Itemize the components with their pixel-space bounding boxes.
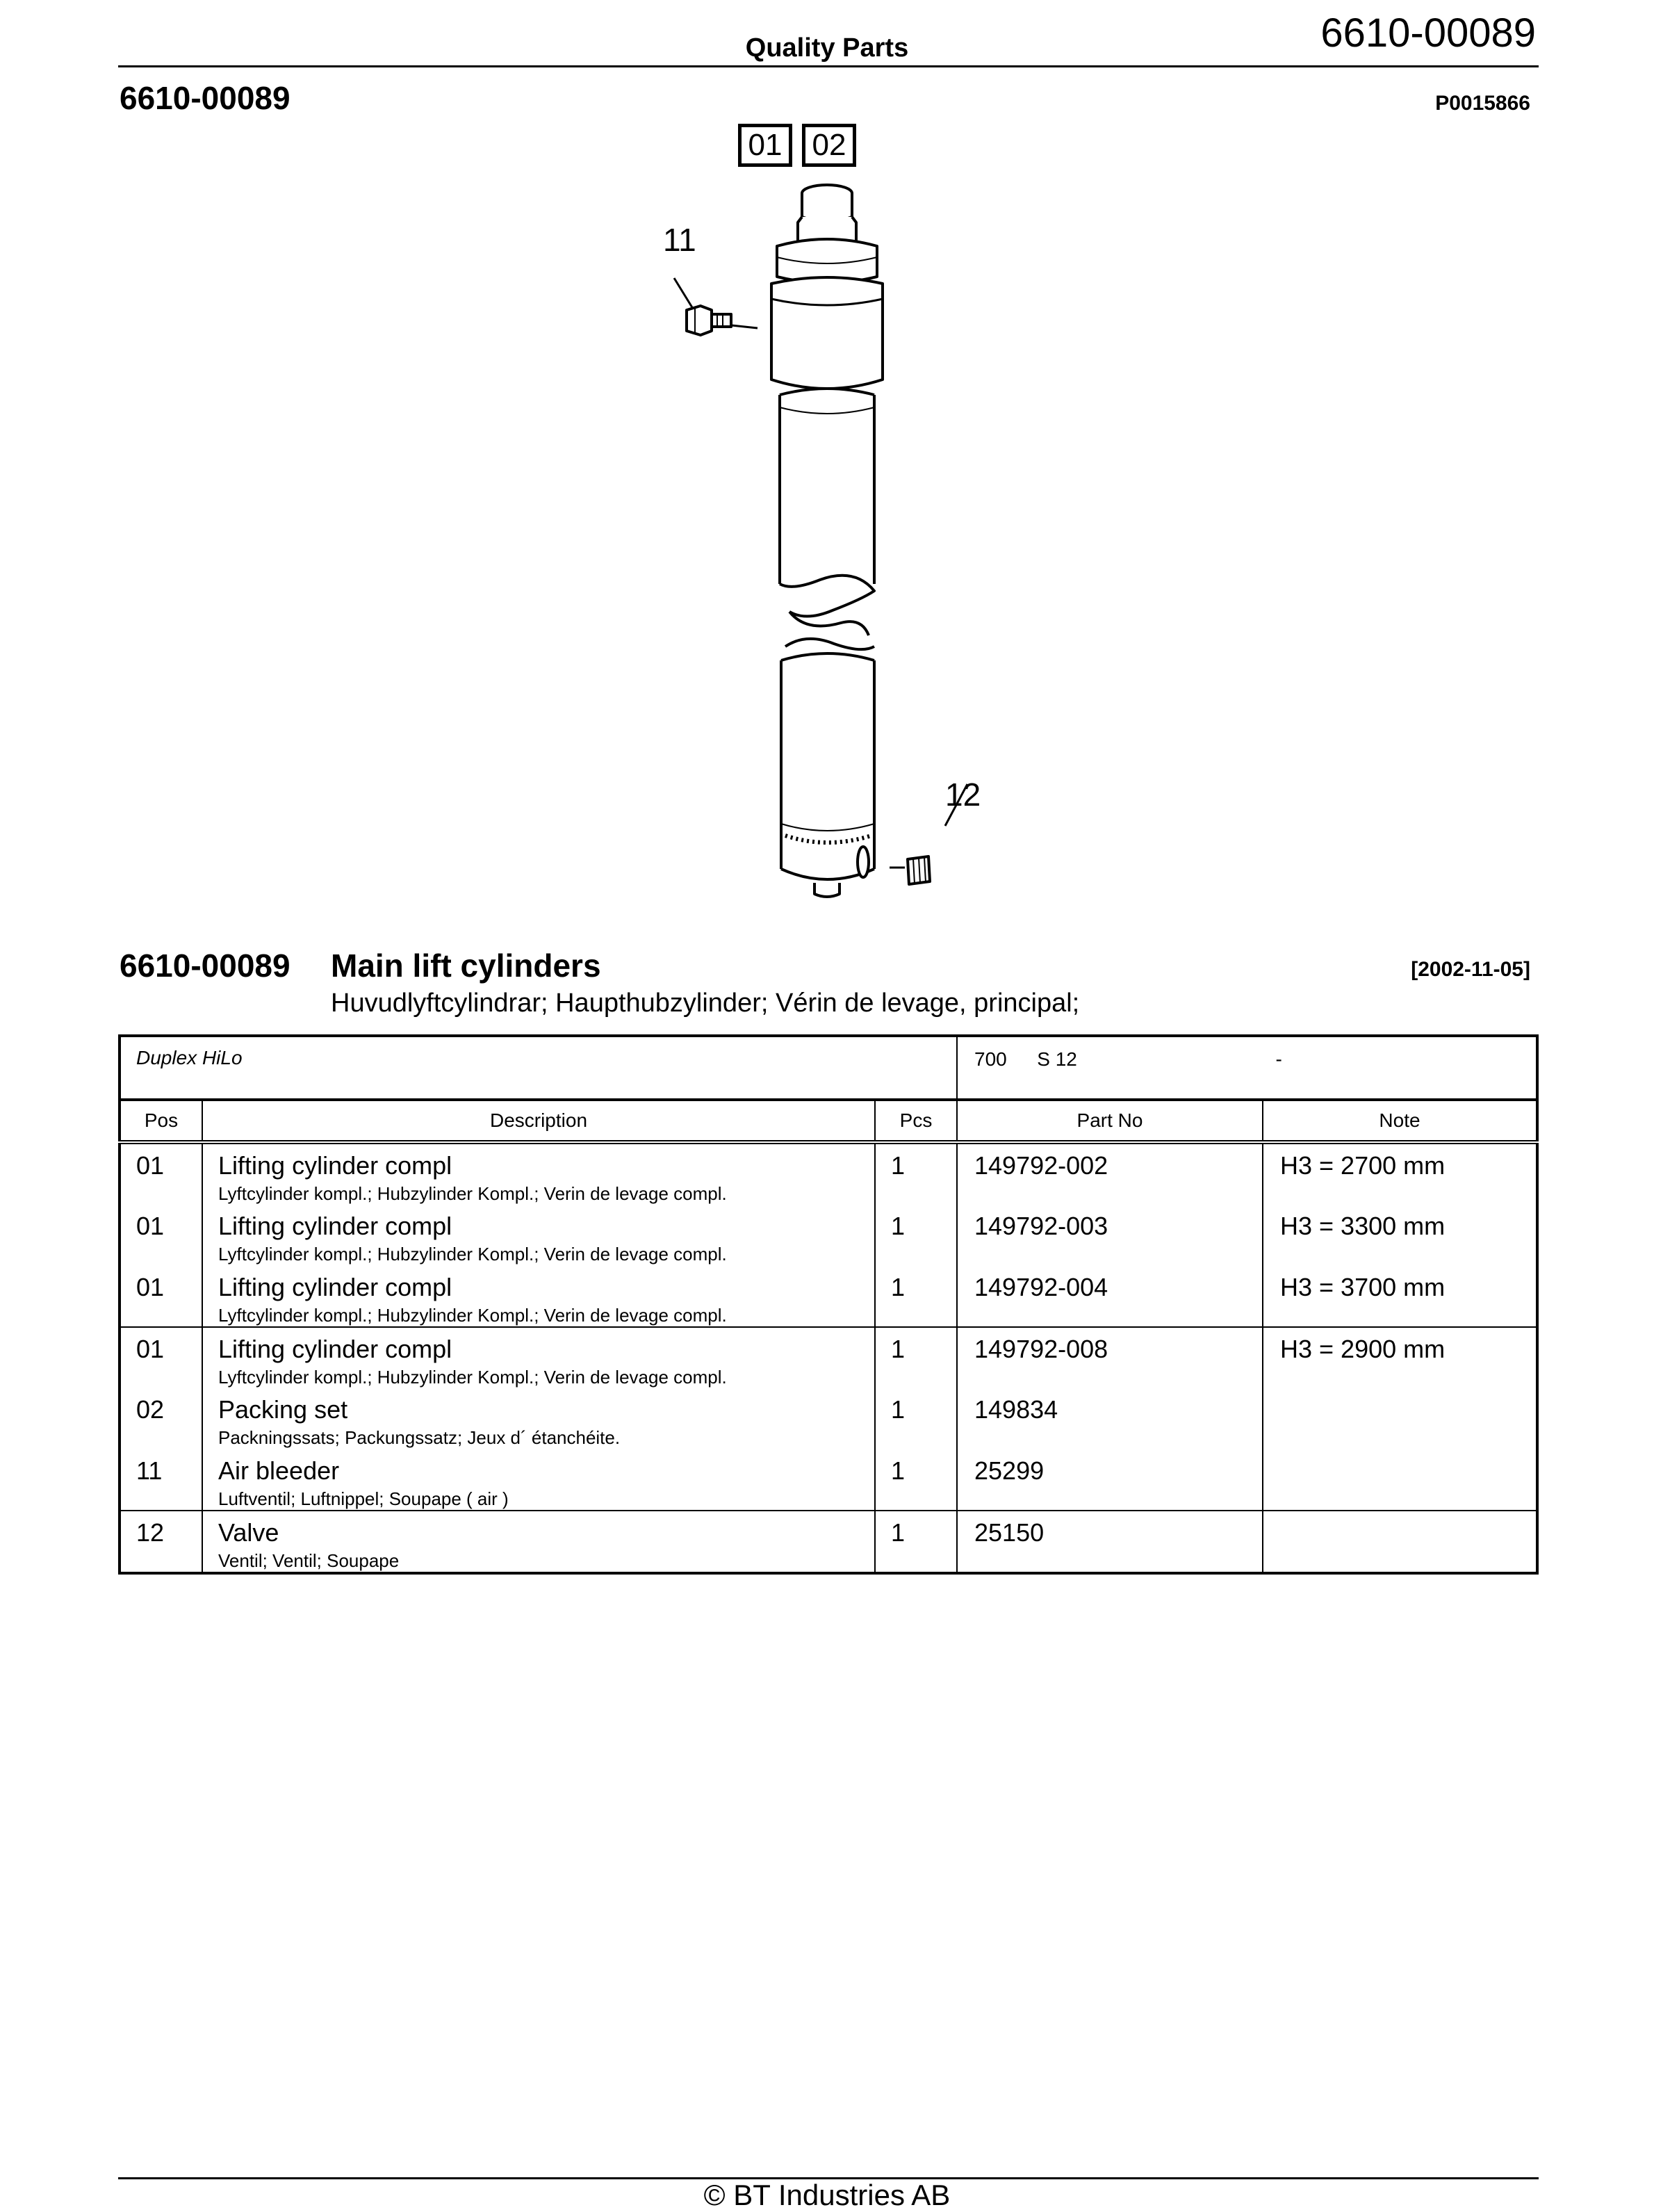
row-desc-main: Lifting cylinder compl xyxy=(218,1273,452,1301)
row-desc-main: Lifting cylinder compl xyxy=(218,1335,452,1363)
figure-tag-02: 02 xyxy=(802,124,856,167)
row-desc-main: Valve xyxy=(218,1518,279,1547)
row-note xyxy=(1263,1388,1537,1449)
picture-code: P0015866 xyxy=(1435,92,1530,115)
row-part-no: 149834 xyxy=(957,1388,1263,1449)
table-row xyxy=(120,1388,1537,1449)
row-note xyxy=(1263,1449,1537,1511)
row-note: H3 = 2700 mm xyxy=(1263,1142,1537,1205)
row-desc-translation: Luftventil; Luftnippel; Soupape ( air ) xyxy=(218,1488,509,1509)
model-spec-2: S 12 xyxy=(1037,1048,1077,1070)
table-row xyxy=(120,1266,1537,1327)
row-description xyxy=(202,1266,875,1327)
row-desc-main: Lifting cylinder compl xyxy=(218,1151,452,1180)
row-pos: 01 xyxy=(136,1212,165,1240)
row-desc-main: Air bleeder xyxy=(218,1456,340,1485)
row-pos: 12 xyxy=(136,1518,165,1547)
row-pcs: 1 xyxy=(875,1205,957,1266)
table-row xyxy=(120,1142,1537,1205)
row-part-no: 149792-002 xyxy=(957,1142,1263,1205)
header-part-number: 6610-00089 xyxy=(1320,10,1536,56)
row-desc-main: Packing set xyxy=(218,1395,348,1424)
row-pcs: 1 xyxy=(875,1511,957,1573)
col-header-note: Note xyxy=(1263,1100,1537,1142)
row-pos: 11 xyxy=(120,1449,202,1511)
row-desc-translation: Lyftcylinder kompl.; Hubzylinder Kompl.; Verin de levage compl. xyxy=(218,1244,727,1264)
model-spec-1: 700 xyxy=(974,1048,1007,1070)
model-name: Duplex HiLo xyxy=(120,1036,957,1100)
row-pcs: 1 xyxy=(875,1449,957,1511)
row-part-no: 149792-003 xyxy=(957,1205,1263,1266)
row-desc-translation: Lyftcylinder kompl.; Hubzylinder Kompl.; Verin de levage compl. xyxy=(218,1183,727,1204)
lift-cylinder-illustration xyxy=(653,174,1015,925)
model-spec-3: - xyxy=(1275,1048,1282,1070)
parts-table xyxy=(118,1034,1539,1575)
footer-copyright: © BT Industries AB xyxy=(703,2179,951,2211)
row-note: H3 = 3700 mm xyxy=(1263,1266,1537,1327)
row-part-no: 149792-008 xyxy=(957,1327,1263,1388)
figure-tag-01: 01 xyxy=(738,124,792,167)
row-part-no: 25150 xyxy=(957,1511,1263,1573)
table-row xyxy=(120,1511,1537,1573)
row-description xyxy=(202,1388,875,1449)
table-row xyxy=(120,1205,1537,1266)
row-pos: 01 xyxy=(136,1151,165,1180)
row-description xyxy=(202,1327,875,1388)
row-note: H3 = 3300 mm xyxy=(1263,1205,1537,1266)
section-date: [2002-11-05] xyxy=(1411,958,1530,981)
row-desc-translation: Ventil; Ventil; Soupape xyxy=(218,1550,400,1571)
row-desc-translation: Lyftcylinder kompl.; Hubzylinder Kompl.; Verin de levage compl. xyxy=(218,1305,727,1326)
section-part-number: 6610-00089 xyxy=(120,948,290,984)
callout-12: 12 xyxy=(945,776,981,813)
row-description xyxy=(202,1142,875,1205)
row-description xyxy=(202,1449,875,1511)
model-spec xyxy=(957,1036,1537,1100)
row-note xyxy=(1263,1511,1537,1573)
row-pos: 01 xyxy=(136,1335,165,1363)
row-part-no: 25299 xyxy=(957,1449,1263,1511)
table-header-row xyxy=(120,1100,1537,1142)
col-header-description: Description xyxy=(202,1100,875,1142)
row-pos: 01 xyxy=(120,1266,202,1327)
row-pcs: 1 xyxy=(875,1266,957,1327)
row-pos: 02 xyxy=(136,1395,165,1424)
page-part-number: 6610-00089 xyxy=(120,80,290,116)
callout-11: 11 xyxy=(663,222,696,258)
table-row xyxy=(120,1327,1537,1388)
table-row xyxy=(120,1449,1537,1511)
col-header-pos: Pos xyxy=(120,1100,202,1142)
row-pcs: 1 xyxy=(875,1388,957,1449)
section-title: Main lift cylinders xyxy=(331,948,601,984)
row-desc-translation: Packningssats; Packungssatz; Jeux d´ étanchéite. xyxy=(218,1427,621,1448)
col-header-pcs: Pcs xyxy=(875,1100,957,1142)
row-note: H3 = 2900 mm xyxy=(1263,1327,1537,1388)
section-translations: Huvudlyftcylindrar; Haupthubzylinder; Vérin de levage, principal; xyxy=(331,989,1080,1018)
model-row xyxy=(120,1036,1537,1100)
row-pcs: 1 xyxy=(875,1327,957,1388)
row-description xyxy=(202,1511,875,1573)
row-description xyxy=(202,1205,875,1266)
row-desc-translation: Lyftcylinder kompl.; Hubzylinder Kompl.; Verin de levage compl. xyxy=(218,1367,727,1388)
header-divider xyxy=(118,65,1539,67)
header-title: Quality Parts xyxy=(745,33,909,63)
row-part-no: 149792-004 xyxy=(957,1266,1263,1327)
row-pcs: 1 xyxy=(875,1142,957,1205)
col-header-part-no: Part No xyxy=(957,1100,1263,1142)
row-desc-main: Lifting cylinder compl xyxy=(218,1212,452,1240)
